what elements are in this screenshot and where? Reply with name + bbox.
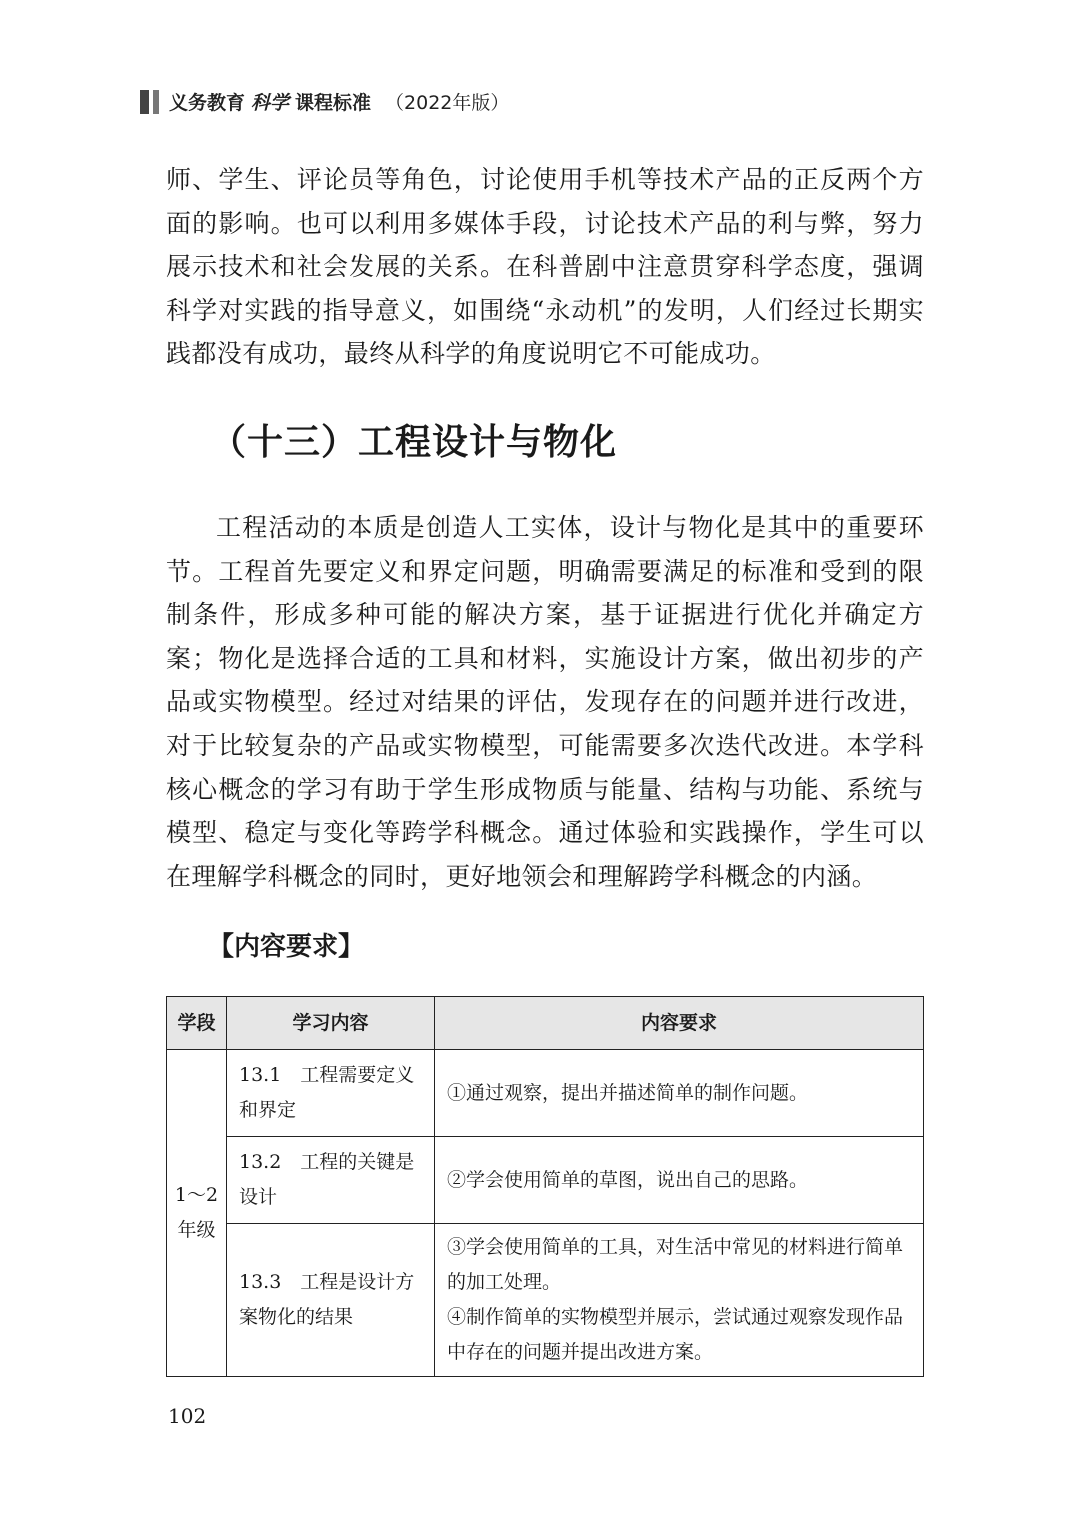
header-stage: 学段: [167, 997, 227, 1050]
requirement-item: ①通过观察，提出并描述简单的制作问题。: [447, 1081, 809, 1104]
requirement-cell: [435, 1050, 924, 1137]
section-title: （十三）工程设计与物化: [210, 422, 618, 463]
requirement-item: ④制作简单的实物模型并展示，尝试通过观察发现作品中存在的问题并提出改进方案。: [447, 1306, 904, 1363]
table-row: [167, 1137, 924, 1224]
header-series: 义务教育: [169, 92, 246, 114]
requirement-cell: [435, 1224, 924, 1377]
table-row: [167, 1050, 924, 1137]
paragraph-intro: 工程活动的本质是创造人工实体，设计与物化是其中的重要环节。工程首先要定义和界定问题，明确需要满足的标准和受到的限制条件，形成多种可能的解决方案，基于证据进行优化并确定方案；物化是选择合适的工具和材料，实施设计方案，做出初步的产品或实物模型。经过对结果的评估，发现存在的问题并进行改进，对于比较复杂的产品或实物模型，可能需要多次迭代改进。本学科核心概念的学习有助于学生形成物质与能量、结构与功能、系统与模型、稳定与变化等跨学科概念。通过体验和实践操作，学生可以在理解学科概念的同时，更好地领会和理解跨学科概念的内涵。: [166, 513, 924, 891]
requirement-cell: [435, 1137, 924, 1224]
content-cell: 13.1 工程需要定义和界定: [227, 1050, 435, 1137]
requirement-item: ③学会使用简单的工具，对生活中常见的材料进行简单的加工处理。: [447, 1236, 904, 1293]
header-content: 学习内容: [227, 997, 435, 1050]
sub-heading: 【内容要求】: [208, 932, 365, 962]
table-row: [167, 1224, 924, 1377]
header-requirements: 内容要求: [435, 997, 924, 1050]
requirement-item: ②学会使用简单的草图，说出自己的思路。: [447, 1168, 809, 1191]
running-header: [140, 88, 509, 115]
content-requirements-table: [166, 996, 924, 1377]
content-cell: 13.2 工程的关键是设计: [227, 1137, 435, 1224]
table-header-row: [167, 997, 924, 1050]
page-number: 102: [168, 1404, 207, 1428]
stage-cell: 1～2年级: [167, 1050, 227, 1377]
header-subject: 科学: [251, 92, 290, 114]
header-bars-icon: [140, 90, 159, 114]
content-cell: 13.3 工程是设计方案物化的结果: [227, 1224, 435, 1377]
header-doc: 课程标准: [295, 92, 372, 114]
header-edition: （2022年版）: [385, 92, 510, 114]
paragraph-continuation: 师、学生、评论员等角色，讨论使用手机等技术产品的正反两个方面的影响。也可以利用多媒体手段，讨论技术产品的利与弊，努力展示技术和社会发展的关系。在科普剧中注意贯穿科学态度，强调科学对实践的指导意义，如围绕“永动机”的发明，人们经过长期实践都没有成功，最终从科学的角度说明它不可能成功。: [166, 165, 924, 369]
